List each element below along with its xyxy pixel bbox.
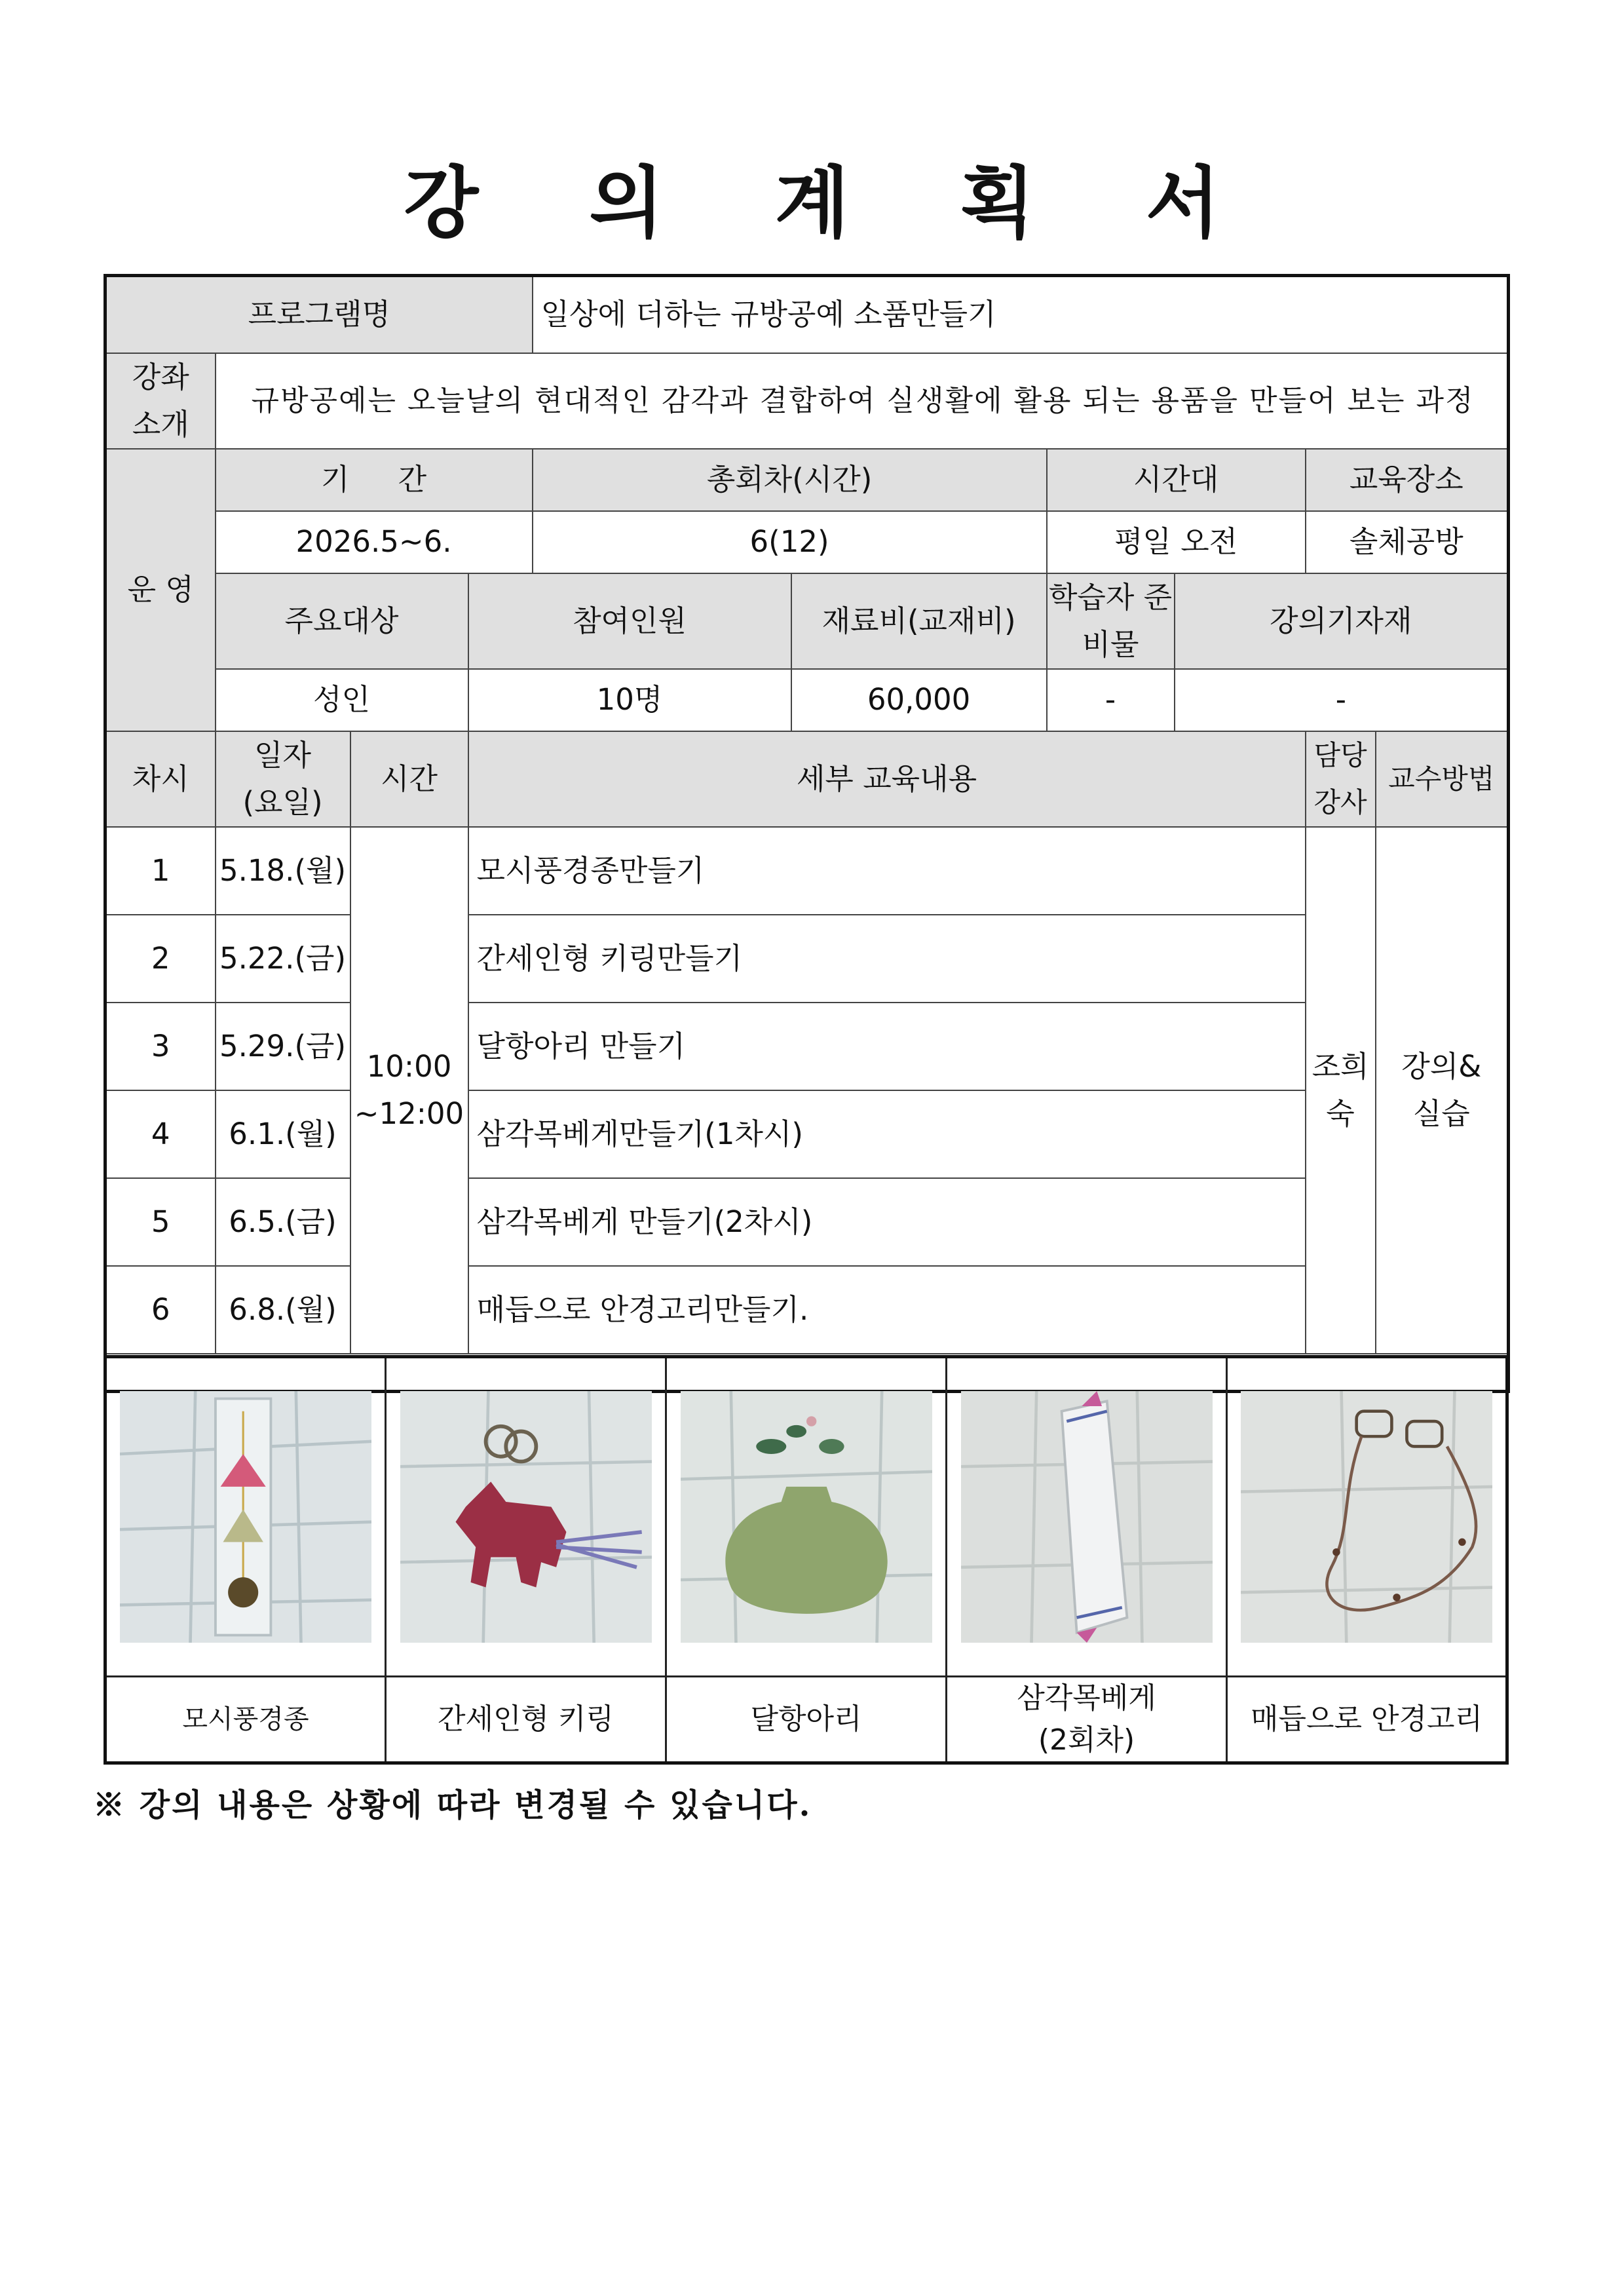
total-sessions-header: 총회차(시간) [533, 449, 1047, 511]
session-no: 6 [105, 1266, 216, 1354]
table-row [105, 1178, 1509, 1266]
session-date: 6.5.(금) [216, 1178, 350, 1266]
moonjar-photo [681, 1391, 932, 1643]
session-no: 3 [105, 1003, 216, 1090]
session-content: 삼각목베게만들기(1차시) [468, 1090, 1306, 1178]
content-header: 세부 교육내용 [468, 731, 1306, 827]
total-sessions-value: 6(12) [533, 511, 1047, 573]
caption-glasses-strap: 매듭으로 안경고리 [1227, 1677, 1507, 1763]
photo-cell-pillow [947, 1357, 1227, 1677]
table-row [105, 1090, 1509, 1178]
venue-header: 교육장소 [1306, 449, 1509, 511]
session-date: 5.29.(금) [216, 1003, 350, 1090]
method-header: 교수방법 [1376, 731, 1509, 827]
caption-moonjar: 달항아리 [666, 1677, 947, 1763]
period-value: 2026.5~6. [216, 511, 533, 573]
table-row [105, 915, 1509, 1003]
material-fee-header: 재료비(교재비) [791, 573, 1047, 669]
learner-supplies-header: 학습자 준비물 [1047, 573, 1175, 669]
document-title: 강 의 계 획 서 [404, 158, 1262, 248]
lecture-plan-table [104, 274, 1510, 1393]
session-content: 모시풍경종만들기 [468, 827, 1306, 915]
session-no: 5 [105, 1178, 216, 1266]
glasses-strap-photo [1241, 1391, 1492, 1643]
venue-value: 솔체공방 [1306, 511, 1509, 573]
photo-cell-moonjar [666, 1357, 947, 1677]
target-value: 성인 [216, 669, 468, 731]
table-row [105, 827, 1509, 915]
time-header: 시간 [350, 731, 468, 827]
period-header: 기 간 [216, 449, 533, 511]
session-no: 2 [105, 915, 216, 1003]
photo-cell-windbell [105, 1357, 386, 1677]
intro-label [105, 353, 216, 449]
session-time-line1: 10:00 [366, 1048, 452, 1084]
session-date: 5.22.(금) [216, 915, 350, 1003]
material-fee-value: 60,000 [791, 669, 1047, 731]
photo-gallery [104, 1355, 1509, 1765]
equipment-value: - [1175, 669, 1509, 731]
session-date: 5.18.(월) [216, 827, 350, 915]
session-header: 차시 [105, 731, 216, 827]
session-date: 6.1.(월) [216, 1090, 350, 1178]
caption-pillow-line2: (2회차) [1038, 1723, 1135, 1757]
operation-label: 운 영 [105, 449, 216, 731]
session-time [350, 827, 468, 1354]
photo-cell-glasses-strap [1227, 1357, 1507, 1677]
intro-text-content: 규방공예는 오늘날의 현대적인 감각과 결합하여 실생활에 활용 되는 용품을 만들어 보는 과정 [251, 383, 1475, 417]
date-header-line1: 일자 [254, 737, 311, 773]
session-date: 6.8.(월) [216, 1266, 350, 1354]
time-slot-value: 평일 오전 [1047, 511, 1306, 573]
caption-pillow-line1: 삼각목베게 [1017, 1681, 1156, 1715]
learner-supplies-value: - [1047, 669, 1175, 731]
teaching-method-line2: 실습 [1412, 1096, 1470, 1131]
table-row [105, 1266, 1509, 1354]
session-content: 간세인형 키링만들기 [468, 915, 1306, 1003]
intro-label-line1: 강좌 [132, 359, 189, 394]
windbell-photo [120, 1391, 371, 1643]
teaching-method [1376, 827, 1509, 1354]
instructor-name: 조희숙 [1306, 827, 1376, 1354]
program-name-label: 프로그램명 [105, 276, 533, 353]
session-no: 1 [105, 827, 216, 915]
table-row [105, 1003, 1509, 1090]
intro-text [216, 353, 1509, 449]
session-time-line2: ~12:00 [354, 1096, 464, 1131]
target-header: 주요대상 [216, 573, 468, 669]
teaching-method-line1: 강의& [1401, 1048, 1482, 1084]
equipment-header: 강의기자재 [1175, 573, 1509, 669]
date-header-line2: (요일) [242, 784, 323, 820]
caption-pillow [947, 1677, 1227, 1763]
session-no: 4 [105, 1090, 216, 1178]
pillow-photo [961, 1391, 1213, 1643]
keyring-photo [400, 1391, 652, 1643]
date-header [216, 731, 350, 827]
participants-value: 10명 [468, 669, 791, 731]
time-slot-header: 시간대 [1047, 449, 1306, 511]
caption-windbell: 모시풍경종 [105, 1677, 386, 1763]
instructor-header: 담당강사 [1306, 731, 1376, 827]
caption-keyring: 간세인형 키링 [386, 1677, 666, 1763]
photo-cell-keyring [386, 1357, 666, 1677]
footnote: ※ 강의 내용은 상황에 따라 변경될 수 있습니다. [93, 1787, 812, 1824]
intro-label-line2: 소개 [132, 406, 189, 442]
session-content: 매듭으로 안경고리만들기. [468, 1266, 1306, 1354]
session-content: 삼각목베게 만들기(2차시) [468, 1178, 1306, 1266]
participants-header: 참여인원 [468, 573, 791, 669]
session-content: 달항아리 만들기 [468, 1003, 1306, 1090]
program-name-value: 일상에 더하는 규방공예 소품만들기 [533, 276, 1509, 353]
